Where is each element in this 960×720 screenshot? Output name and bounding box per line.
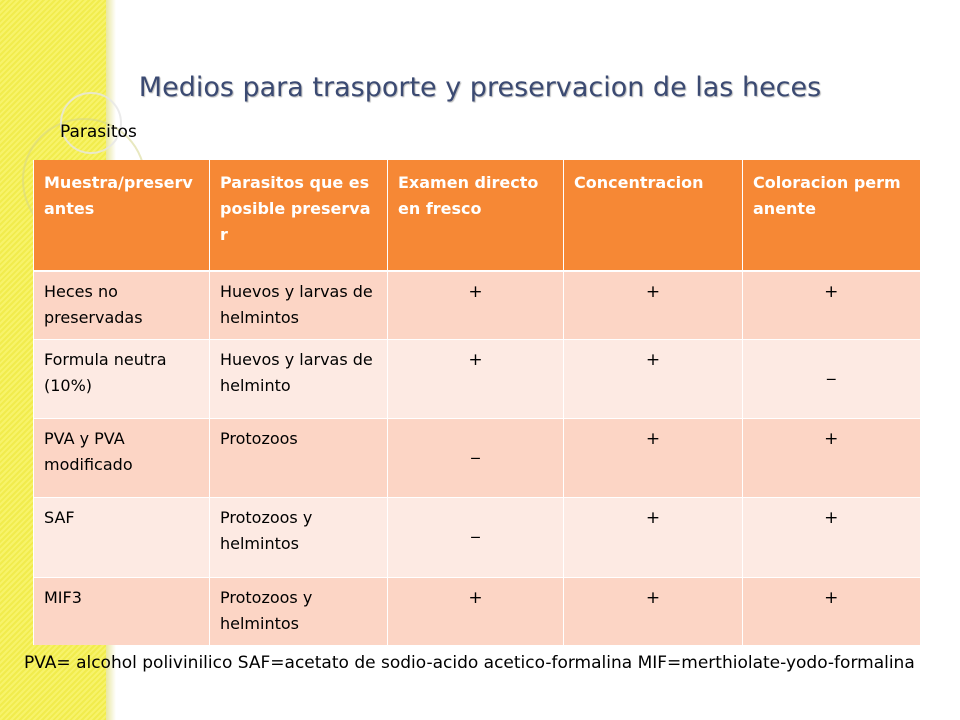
- slide-title: Medios para trasporte y preservacion de las heces: [138, 72, 822, 103]
- table-header-row: [34, 160, 920, 271]
- cell-muestra: PVA y PVA modificado: [34, 419, 210, 498]
- cell-parasitos: Huevos y larvas de helmintos: [210, 271, 388, 340]
- cell-coloracion: +: [743, 498, 920, 578]
- cell-examen-directo: _: [388, 419, 564, 498]
- cell-examen-directo: _: [388, 498, 564, 578]
- cell-parasitos: Protozoos y helmintos: [210, 578, 388, 646]
- header-examen-directo: Examen directo en fresco: [388, 160, 564, 271]
- cell-coloracion: +: [743, 419, 920, 498]
- abbreviations-footnote: [8, 650, 948, 677]
- cell-parasitos: Protozoos: [210, 419, 388, 498]
- cell-concentracion: +: [564, 271, 743, 340]
- footnote-text: PVA= alcohol polivinilico SAF=acetato de sodio-acido acetico-formalina MIF=merthiolate-yodo-formalina: [24, 653, 915, 673]
- table-row: [34, 271, 920, 340]
- cell-examen-directo: +: [388, 578, 564, 646]
- header-coloracion: Coloracion permanente: [743, 160, 920, 271]
- table-row: [34, 578, 920, 646]
- table-row: [34, 419, 920, 498]
- cell-muestra: Formula neutra (10%): [34, 340, 210, 419]
- header-concentracion: Concentracion: [564, 160, 743, 271]
- cell-parasitos: Huevos y larvas de helminto: [210, 340, 388, 419]
- cell-parasitos: Protozoos y helmintos: [210, 498, 388, 578]
- preservation-table: [33, 160, 920, 645]
- cell-coloracion: +: [743, 578, 920, 646]
- cell-concentracion: +: [564, 498, 743, 578]
- table-row: [34, 498, 920, 578]
- cell-concentracion: +: [564, 419, 743, 498]
- cell-muestra: MIF3: [34, 578, 210, 646]
- cell-concentracion: +: [564, 578, 743, 646]
- cell-coloracion: +: [743, 271, 920, 340]
- cell-examen-directo: +: [388, 271, 564, 340]
- table-row: [34, 340, 920, 419]
- cell-muestra: SAF: [34, 498, 210, 578]
- cell-coloracion: _: [743, 340, 920, 419]
- header-parasitos: Parasitos que es posible preservar: [210, 160, 388, 271]
- slide-subtitle: Parasitos: [60, 122, 137, 142]
- cell-muestra: Heces no preservadas: [34, 271, 210, 340]
- cell-concentracion: +: [564, 340, 743, 419]
- header-muestra: Muestra/preservantes: [34, 160, 210, 271]
- cell-examen-directo: +: [388, 340, 564, 419]
